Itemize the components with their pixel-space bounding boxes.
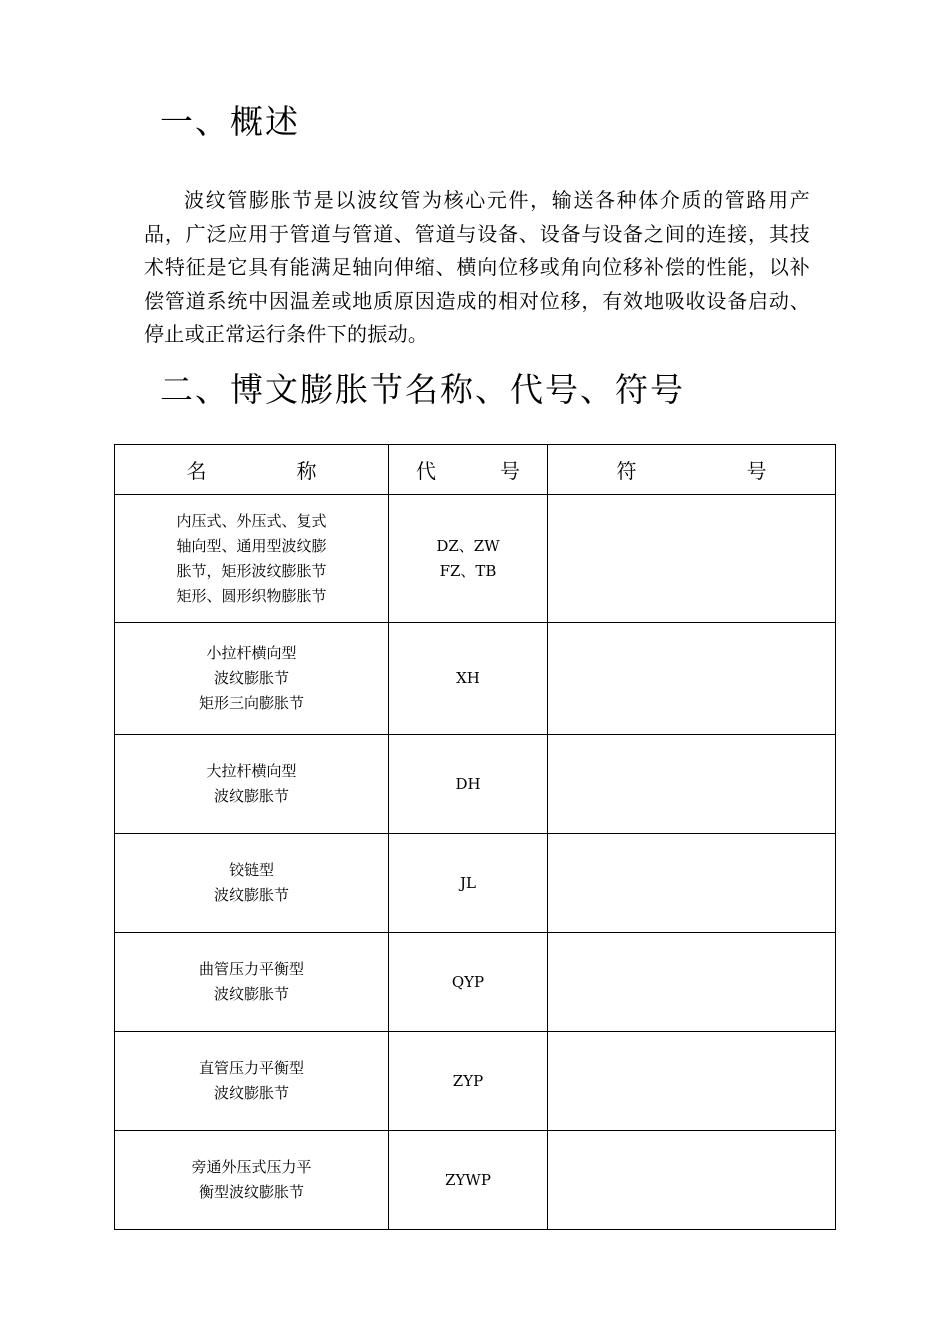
name-line: 波纹膨胀节 — [213, 1084, 289, 1102]
table-row — [115, 1032, 836, 1131]
header-code — [389, 445, 548, 495]
table-row — [115, 623, 836, 735]
name-line: 旁通外压式压力平 — [191, 1158, 312, 1176]
code-cell — [389, 1131, 548, 1230]
name-cell — [115, 933, 389, 1032]
header-symbol-char-1: 符 — [616, 459, 637, 483]
name-line: 铰链型 — [228, 861, 274, 879]
symbol-cell — [548, 1131, 836, 1230]
header-code-char-2: 号 — [500, 459, 520, 483]
symbol-cell — [548, 735, 836, 834]
code-line: FZ、TB — [439, 561, 497, 580]
code-cell — [389, 933, 548, 1032]
code-line: JL — [460, 873, 476, 892]
name-line: 内压式、外压式、复式 — [176, 511, 327, 530]
name-cell — [115, 735, 389, 834]
table-row — [115, 933, 836, 1032]
code-line: DH — [455, 774, 481, 793]
header-symbol-char-2: 号 — [746, 459, 767, 483]
expansion-joint-table — [114, 444, 836, 1230]
name-line: 衡型波纹膨胀节 — [198, 1183, 304, 1201]
name-line: 矩形三向膨胀节 — [198, 694, 304, 712]
overview-paragraph: 波纹管膨胀节是以波纹管为核心元件，输送各种体介质的管路用产品，广泛应用于管道与管道、管道与设备、设备与设备之间的连接，其技术特征是它具有能满足轴向伸缩、横向位移或角向位移补偿的性能，以补偿管道系统中因温差或地质原因造成的相对位移，有效地吸收设备启动、停止或正常运行条件下的振动。 — [144, 188, 810, 346]
code-cell — [389, 495, 548, 623]
name-line: 大拉杆横向型 — [206, 762, 297, 780]
code-line: DZ、ZW — [436, 536, 500, 555]
name-line: 小拉杆横向型 — [206, 644, 297, 662]
code-cell — [389, 834, 548, 933]
name-line: 胀节，矩形波纹膨胀节 — [176, 561, 327, 580]
name-line: 波纹膨胀节 — [213, 669, 289, 687]
table-header-row — [115, 445, 836, 495]
symbol-cell — [548, 1032, 836, 1131]
code-line: ZYP — [452, 1071, 484, 1090]
header-name — [115, 445, 389, 495]
symbol-cell — [548, 495, 836, 623]
code-line: QYP — [451, 972, 485, 991]
header-code-char-1: 代 — [416, 459, 436, 483]
name-line: 波纹膨胀节 — [213, 787, 289, 805]
code-line: XH — [456, 669, 480, 687]
code-cell — [389, 1032, 548, 1131]
name-cell — [115, 1032, 389, 1131]
name-line: 波纹膨胀节 — [213, 886, 289, 904]
name-line: 轴向型、通用型波纹膨 — [176, 536, 327, 555]
symbol-cell — [548, 623, 836, 735]
section-title-table: 二、博文膨胀节名称、代号、符号 — [160, 370, 685, 409]
code-line: ZYWP — [445, 1170, 491, 1189]
section-title-overview: 一、概述 — [160, 102, 300, 141]
table-row — [115, 834, 836, 933]
symbol-cell — [548, 933, 836, 1032]
header-name-char-2: 称 — [296, 459, 317, 483]
name-cell — [115, 623, 389, 735]
name-line: 曲管压力平衡型 — [198, 960, 304, 978]
code-cell — [389, 735, 548, 834]
name-line: 矩形、圆形织物膨胀节 — [176, 586, 327, 605]
code-cell — [389, 623, 548, 735]
name-cell — [115, 834, 389, 933]
name-cell — [115, 1131, 389, 1230]
name-line: 直管压力平衡型 — [198, 1059, 304, 1077]
name-line: 波纹膨胀节 — [213, 985, 289, 1003]
table-row — [115, 735, 836, 834]
header-symbol — [548, 445, 836, 495]
table-row — [115, 495, 836, 623]
table-row — [115, 1131, 836, 1230]
header-name-char-1: 名 — [186, 459, 207, 483]
name-cell — [115, 495, 389, 623]
symbol-cell — [548, 834, 836, 933]
